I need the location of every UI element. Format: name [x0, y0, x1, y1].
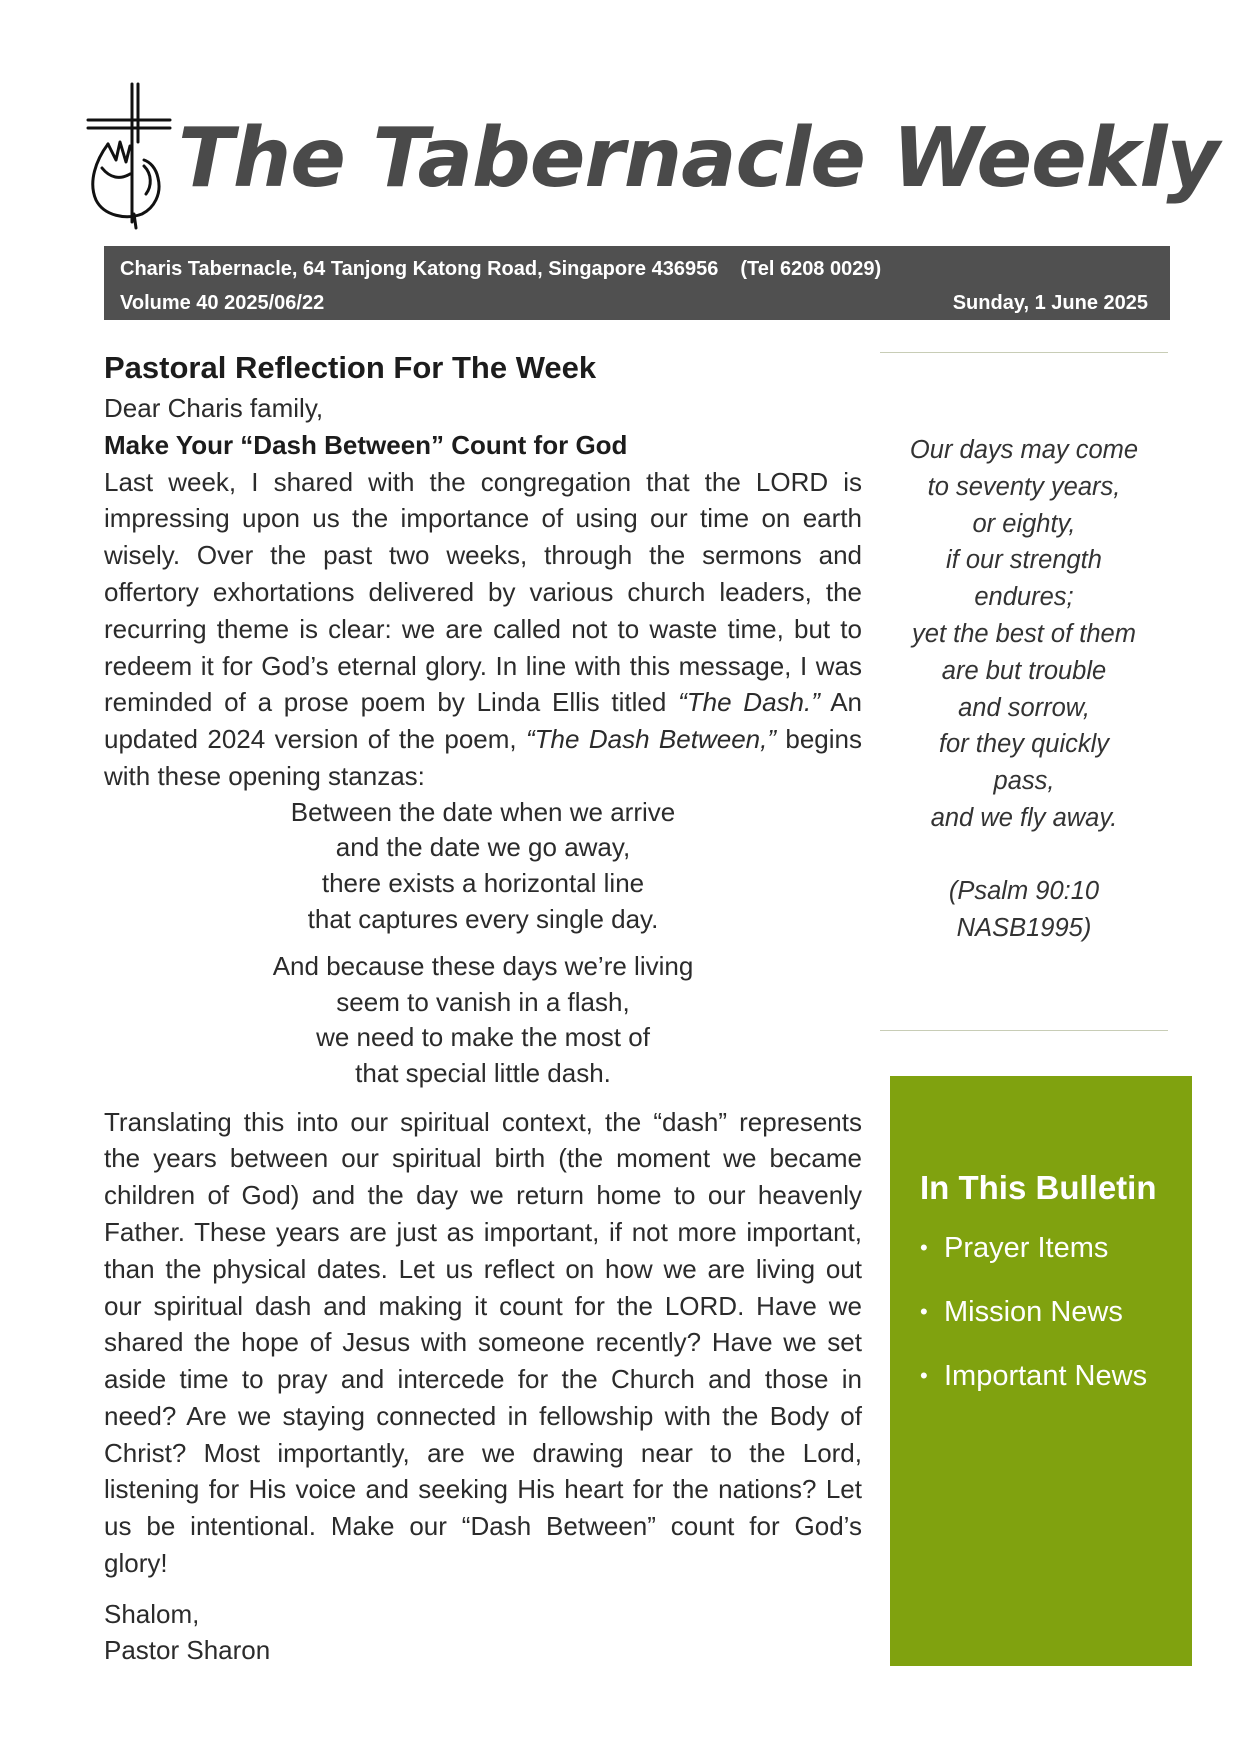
signature: Pastor Sharon [104, 1634, 271, 1665]
masthead-title: The Tabernacle Weekly [178, 111, 1219, 206]
scripture-quote [880, 432, 1168, 946]
church-address: Charis Tabernacle, 64 Tanjong Katong Road, Singapore 436956 [120, 258, 719, 280]
poem-line: we need to make the most of [316, 1022, 650, 1053]
paragraph-1: Last week, I shared with the congregation that the LORD is impressing upon us the importance of using our time on earth wisely. Over the past two weeks, through the sermons and offertory exhortations delivered by various church leaders, the recurring theme is clear: we are called not to waste time, but to redeem it for God’s eternal glory. In line with this message, I was reminded of a prose poem by Linda Ellis titled “The Dash.” An updated 2024 version of the poem, “The Dash Between,” begins with these opening stanzas: [104, 466, 862, 791]
poem [104, 795, 862, 1092]
quote-line: to seventy years, [927, 472, 1121, 501]
paragraph-2: Translating this into our spiritual context, the “dash” represents the years between our spiritual birth (the moment we became children of God) and the day we return home to our heavenly Father. These years are just as important, if not more important, than the physical dates. Let us reflect on how we are living out our spiritual dash and making it count for the LORD. Have we shared the hope of Jesus with someone recently? Have we set aside time to pray and intercede for the Church and those in need? Are we staying connected in fellowship with the Body of Christ? Most importantly, are we drawing near to the Lord, listening for His voice and seeking His heart for the nations? Let us be intentional. Make our “Dash Between” count for God’s glory! [104, 1106, 862, 1579]
quote-line: for they quickly [938, 730, 1110, 759]
info-bar [104, 246, 1170, 320]
article-heading: Pastoral Reflection For The Week [104, 350, 597, 385]
volume-label: Volume 40 2025/06/22 [120, 292, 325, 314]
issue-date: Sunday, 1 June 2025 [952, 292, 1148, 314]
poem-line: that captures every single day. [307, 903, 659, 934]
bulletin-heading: In This Bulletin [920, 1169, 1157, 1206]
bulletin-list [920, 1226, 1192, 1398]
poem-line: And because these days we’re living [272, 951, 694, 982]
church-contact [120, 252, 881, 286]
quote-line: or eighty, [972, 509, 1076, 538]
poem-line: and the date we go away, [335, 832, 631, 863]
poem-line: Between the date when we arrive [290, 796, 676, 827]
bulletin-item-mission[interactable]: • Mission News [920, 1290, 1192, 1334]
quote-line: and we fly away. [930, 803, 1118, 832]
poem-title-2: “The Dash Between,” [526, 724, 776, 755]
quote-line: are but trouble [941, 656, 1107, 685]
poem-title-1: “The Dash.” [678, 687, 820, 718]
quote-reference-version: NASB1995) [956, 913, 1092, 942]
article-subheading: Make Your “Dash Between” Count for God [104, 429, 628, 460]
poem-line: seem to vanish in a flash, [336, 986, 630, 1017]
quote-line: Our days may come [909, 436, 1139, 464]
quote-divider-bottom [880, 1030, 1168, 1031]
greeting: Dear Charis family, [104, 393, 324, 423]
church-phone: (Tel 6208 0029) [740, 258, 882, 280]
church-logo-icon [86, 82, 176, 232]
quote-line: yet the best of them [912, 619, 1136, 648]
quote-reference: (Psalm 90:10 [948, 876, 1100, 905]
poem-line: there exists a horizontal line [321, 867, 645, 898]
quote-divider-top [880, 352, 1168, 353]
pastoral-article [104, 348, 862, 1669]
poem-stanza-2 [104, 949, 862, 1091]
bulletin-item-prayer[interactable]: • Prayer Items [920, 1226, 1192, 1270]
poem-line: that special little dash. [355, 1057, 611, 1088]
quote-line: and sorrow, [958, 693, 1090, 722]
bulletin-contents-panel [890, 1076, 1192, 1666]
quote-line: if our strength [946, 546, 1102, 575]
quote-line: pass, [993, 767, 1055, 796]
bulletin-item-important[interactable]: • Important News [920, 1354, 1192, 1398]
quote-line: endures; [974, 583, 1074, 612]
closing: Shalom, [104, 1598, 200, 1629]
poem-stanza-1 [104, 795, 862, 937]
